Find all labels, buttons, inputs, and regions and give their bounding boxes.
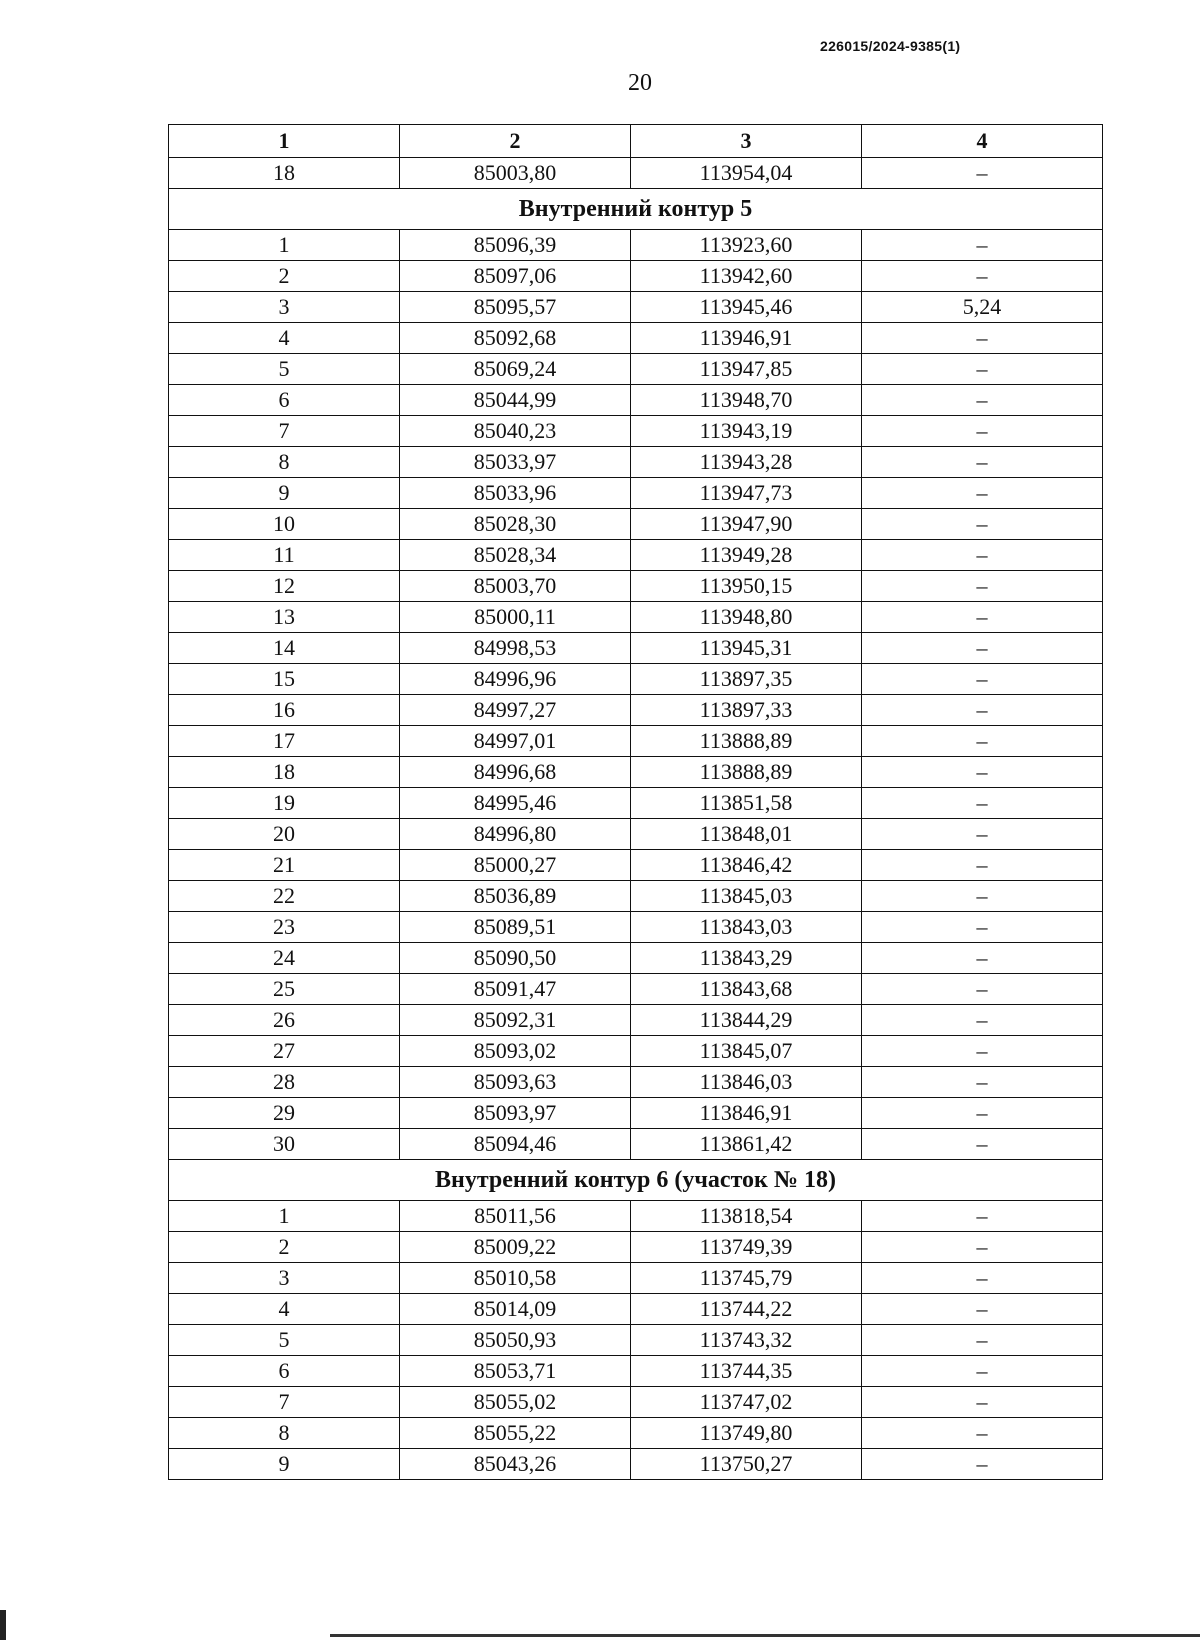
table-cell: 29: [169, 1098, 400, 1129]
column-header: 2: [400, 125, 631, 158]
table-cell: –: [862, 602, 1103, 633]
table-cell: 85000,27: [400, 850, 631, 881]
table-cell: 11: [169, 540, 400, 571]
table-cell: 26: [169, 1005, 400, 1036]
table-cell: –: [862, 416, 1103, 447]
table-cell: 25: [169, 974, 400, 1005]
column-header: 1: [169, 125, 400, 158]
table-cell: 85093,63: [400, 1067, 631, 1098]
table-cell: 9: [169, 1449, 400, 1480]
table-row: [169, 416, 1103, 447]
table-cell: 5: [169, 354, 400, 385]
table-cell: 27: [169, 1036, 400, 1067]
table-cell: –: [862, 571, 1103, 602]
table-row: [169, 757, 1103, 788]
table-cell: 15: [169, 664, 400, 695]
table-cell: –: [862, 1201, 1103, 1232]
table-cell: 113845,03: [631, 881, 862, 912]
table-cell: –: [862, 158, 1103, 189]
table-row: [169, 230, 1103, 261]
table-cell: –: [862, 1387, 1103, 1418]
table-cell: 113846,91: [631, 1098, 862, 1129]
table-cell: 85010,58: [400, 1263, 631, 1294]
table-cell: 85095,57: [400, 292, 631, 323]
table-cell: 6: [169, 1356, 400, 1387]
table-cell: 5,24: [862, 292, 1103, 323]
table-cell: –: [862, 1005, 1103, 1036]
table-cell: 113943,28: [631, 447, 862, 478]
table-cell: 85003,70: [400, 571, 631, 602]
table-row: [169, 447, 1103, 478]
table-row: [169, 850, 1103, 881]
table-row: [169, 158, 1103, 189]
table-cell: 4: [169, 323, 400, 354]
table-row: [169, 292, 1103, 323]
table-cell: 1: [169, 1201, 400, 1232]
table-cell: –: [862, 478, 1103, 509]
table-cell: 85096,39: [400, 230, 631, 261]
table-cell: 8: [169, 1418, 400, 1449]
table-cell: 85055,22: [400, 1418, 631, 1449]
table-cell: 113897,33: [631, 695, 862, 726]
table-cell: 113949,28: [631, 540, 862, 571]
table-cell: 113743,32: [631, 1325, 862, 1356]
table-cell: 113888,89: [631, 757, 862, 788]
table-cell: 13: [169, 602, 400, 633]
table-row: [169, 912, 1103, 943]
table-cell: 113843,03: [631, 912, 862, 943]
table-cell: 84997,01: [400, 726, 631, 757]
table-cell: 3: [169, 1263, 400, 1294]
table-row: [169, 1387, 1103, 1418]
table-cell: 85093,97: [400, 1098, 631, 1129]
table-row: [169, 1005, 1103, 1036]
table-cell: 24: [169, 943, 400, 974]
table-cell: 2: [169, 1232, 400, 1263]
table-cell: –: [862, 1098, 1103, 1129]
table-cell: 10: [169, 509, 400, 540]
table-cell: 21: [169, 850, 400, 881]
table-row: [169, 509, 1103, 540]
section-title: Внутренний контур 6 (участок № 18): [169, 1160, 1103, 1201]
table-cell: 113845,07: [631, 1036, 862, 1067]
table-cell: –: [862, 1418, 1103, 1449]
table-cell: –: [862, 447, 1103, 478]
table-row: [169, 1036, 1103, 1067]
table-row: [169, 943, 1103, 974]
table-cell: 84996,96: [400, 664, 631, 695]
table-cell: 113846,42: [631, 850, 862, 881]
document-code: 226015/2024-9385(1): [820, 38, 961, 54]
table-cell: –: [862, 726, 1103, 757]
table-cell: 113846,03: [631, 1067, 862, 1098]
table-cell: 85003,80: [400, 158, 631, 189]
table-cell: 113954,04: [631, 158, 862, 189]
table-cell: 113744,22: [631, 1294, 862, 1325]
table-cell: 85092,31: [400, 1005, 631, 1036]
table-cell: –: [862, 1294, 1103, 1325]
table-cell: 12: [169, 571, 400, 602]
table-cell: 85050,93: [400, 1325, 631, 1356]
table-cell: 113843,29: [631, 943, 862, 974]
table-row: [169, 1449, 1103, 1480]
table-cell: 113943,19: [631, 416, 862, 447]
section-title-row: [169, 189, 1103, 230]
table-cell: 85000,11: [400, 602, 631, 633]
table-cell: –: [862, 881, 1103, 912]
table-cell: 85055,02: [400, 1387, 631, 1418]
table-row: [169, 1067, 1103, 1098]
table-cell: 2: [169, 261, 400, 292]
table-cell: –: [862, 943, 1103, 974]
table-row: [169, 1294, 1103, 1325]
table-cell: 1: [169, 230, 400, 261]
table-header-row: [169, 125, 1103, 158]
table-row: [169, 1263, 1103, 1294]
table-cell: 20: [169, 819, 400, 850]
coordinates-table: [168, 124, 1103, 1480]
table-cell: 22: [169, 881, 400, 912]
coordinates-table-body: [169, 125, 1103, 1480]
table-row: [169, 1098, 1103, 1129]
table-row: [169, 1201, 1103, 1232]
table-cell: 85033,96: [400, 478, 631, 509]
table-cell: 113861,42: [631, 1129, 862, 1160]
section-title-row: [169, 1160, 1103, 1201]
table-cell: –: [862, 1356, 1103, 1387]
scan-bottom-line: [330, 1634, 1200, 1637]
table-cell: 84996,68: [400, 757, 631, 788]
table-cell: 84997,27: [400, 695, 631, 726]
table-row: [169, 819, 1103, 850]
table-cell: 28: [169, 1067, 400, 1098]
table-cell: –: [862, 819, 1103, 850]
table-row: [169, 633, 1103, 664]
table-cell: 23: [169, 912, 400, 943]
table-cell: –: [862, 261, 1103, 292]
table-cell: –: [862, 230, 1103, 261]
table-row: [169, 1418, 1103, 1449]
table-row: [169, 788, 1103, 819]
table-cell: 85090,50: [400, 943, 631, 974]
table-row: [169, 726, 1103, 757]
table-cell: –: [862, 540, 1103, 571]
table-row: [169, 1129, 1103, 1160]
table-cell: 14: [169, 633, 400, 664]
table-cell: 84996,80: [400, 819, 631, 850]
table-row: [169, 1356, 1103, 1387]
table-cell: –: [862, 664, 1103, 695]
table-cell: –: [862, 695, 1103, 726]
table-cell: 113843,68: [631, 974, 862, 1005]
table-cell: –: [862, 912, 1103, 943]
table-cell: 113948,70: [631, 385, 862, 416]
column-header: 4: [862, 125, 1103, 158]
table-cell: 113947,85: [631, 354, 862, 385]
section-title: Внутренний контур 5: [169, 189, 1103, 230]
scan-edge-mark: [0, 1610, 6, 1640]
table-cell: –: [862, 385, 1103, 416]
table-cell: –: [862, 1325, 1103, 1356]
table-cell: 85093,02: [400, 1036, 631, 1067]
table-cell: 85014,09: [400, 1294, 631, 1325]
table-row: [169, 540, 1103, 571]
table-cell: –: [862, 974, 1103, 1005]
table-cell: 5: [169, 1325, 400, 1356]
table-cell: –: [862, 1232, 1103, 1263]
table-cell: –: [862, 354, 1103, 385]
table-cell: –: [862, 1449, 1103, 1480]
table-cell: 17: [169, 726, 400, 757]
table-row: [169, 571, 1103, 602]
table-row: [169, 1325, 1103, 1356]
table-cell: 18: [169, 757, 400, 788]
table-cell: 113888,89: [631, 726, 862, 757]
table-cell: 113851,58: [631, 788, 862, 819]
table-cell: 84995,46: [400, 788, 631, 819]
table-cell: 113946,91: [631, 323, 862, 354]
table-cell: 8: [169, 447, 400, 478]
table-cell: 19: [169, 788, 400, 819]
table-cell: –: [862, 323, 1103, 354]
table-cell: –: [862, 850, 1103, 881]
table-cell: 113948,80: [631, 602, 862, 633]
table-cell: 113749,80: [631, 1418, 862, 1449]
table-cell: 3: [169, 292, 400, 323]
table-cell: 7: [169, 416, 400, 447]
table-cell: 4: [169, 1294, 400, 1325]
table-row: [169, 478, 1103, 509]
table-cell: 9: [169, 478, 400, 509]
table-cell: 113897,35: [631, 664, 862, 695]
column-header: 3: [631, 125, 862, 158]
table-cell: 85044,99: [400, 385, 631, 416]
table-row: [169, 354, 1103, 385]
table-cell: 113945,31: [631, 633, 862, 664]
table-cell: 113744,35: [631, 1356, 862, 1387]
page-number: 20: [628, 70, 652, 96]
table-cell: 16: [169, 695, 400, 726]
table-cell: 113923,60: [631, 230, 862, 261]
table-cell: 85094,46: [400, 1129, 631, 1160]
table-row: [169, 385, 1103, 416]
table-cell: 113747,02: [631, 1387, 862, 1418]
table-cell: 85089,51: [400, 912, 631, 943]
table-cell: 85009,22: [400, 1232, 631, 1263]
table-cell: 6: [169, 385, 400, 416]
table-row: [169, 261, 1103, 292]
table-cell: 85011,56: [400, 1201, 631, 1232]
table-cell: 113750,27: [631, 1449, 862, 1480]
table-row: [169, 881, 1103, 912]
table-cell: 85053,71: [400, 1356, 631, 1387]
table-cell: 85040,23: [400, 416, 631, 447]
table-cell: 113945,46: [631, 292, 862, 323]
table-cell: 85036,89: [400, 881, 631, 912]
table-cell: –: [862, 1129, 1103, 1160]
table-cell: 85092,68: [400, 323, 631, 354]
table-cell: 113745,79: [631, 1263, 862, 1294]
table-row: [169, 695, 1103, 726]
table-cell: –: [862, 633, 1103, 664]
table-cell: 113947,90: [631, 509, 862, 540]
table-cell: 113848,01: [631, 819, 862, 850]
table-cell: 85033,97: [400, 447, 631, 478]
table-cell: 113950,15: [631, 571, 862, 602]
table-cell: –: [862, 509, 1103, 540]
table-cell: –: [862, 1067, 1103, 1098]
table-row: [169, 602, 1103, 633]
table-cell: 30: [169, 1129, 400, 1160]
table-row: [169, 974, 1103, 1005]
table-cell: 113818,54: [631, 1201, 862, 1232]
table-cell: 7: [169, 1387, 400, 1418]
table-cell: 85028,34: [400, 540, 631, 571]
table-row: [169, 1232, 1103, 1263]
table-cell: 85028,30: [400, 509, 631, 540]
table-cell: –: [862, 1036, 1103, 1067]
table-cell: 113947,73: [631, 478, 862, 509]
table-cell: 85069,24: [400, 354, 631, 385]
table-row: [169, 323, 1103, 354]
table-cell: 113942,60: [631, 261, 862, 292]
table-cell: 85091,47: [400, 974, 631, 1005]
table-cell: 113749,39: [631, 1232, 862, 1263]
table-cell: 85097,06: [400, 261, 631, 292]
table-cell: –: [862, 1263, 1103, 1294]
table-cell: 84998,53: [400, 633, 631, 664]
table-cell: –: [862, 757, 1103, 788]
table-cell: –: [862, 788, 1103, 819]
table-cell: 18: [169, 158, 400, 189]
table-cell: 113844,29: [631, 1005, 862, 1036]
table-row: [169, 664, 1103, 695]
coordinates-table-container: [168, 124, 1100, 1480]
table-cell: 85043,26: [400, 1449, 631, 1480]
